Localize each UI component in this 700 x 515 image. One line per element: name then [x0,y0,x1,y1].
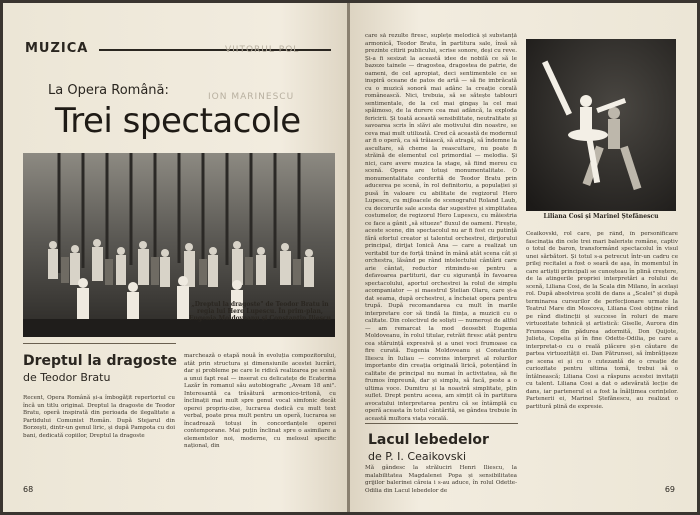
ballet-photo-art [526,39,676,211]
article-title-dreptul: Dreptul la dragoste [23,353,178,369]
page-headline: Trei spectacole [55,101,301,141]
article-text-col2: marchează o etapă nouă în evoluția compozitorului, atât prin structura și dimensiunile acestei lucrări, dar și probleme pe care le ridică realizarea pe scenă a unui fapt real — inserat cu delicatețe de Ecaterina Lazăr în romanul său autobiografic „Aveam 18 ani". Interesantă ca trăsătură armonico-tritonă, cu înclinații mai mult spre genul vocal simfonic decât operei propriu-zise, lucrarea dedică cu mult text verbal, poate prea mult pentru un operă, lucrarea se încadrează totuși în concordanțele operei contemporane. Mai puțin înclinat spre o asimilare a elementelor noi, moderne, cu melosul specific național, din [184,353,336,449]
article-text-col1: Recent, Opera Română și-a îmbogățit repertoriul cu încă un titlu original. Dreptul la dragoste de Teodor Bratu, operă inspirată din perioada de ilegalitate a Partidului Comunist Român. După Stejarul din Borzești, dintr-un genul liric, și după Pampota cu doi bani, dedicată copiilor, Dreptul la dragoste [23,395,175,439]
article-rule-left [23,343,176,344]
article-author-dreptul: de Teodor Bratu [23,371,111,384]
spine-gutter [347,3,350,512]
left-page [3,3,350,512]
article-rule-right [365,423,518,424]
page-number-left: 68 [23,485,34,494]
right-text-col1: care să rezulte firesc, suplețe melodică și substanță armonică, Teodor Bratu, în partitura sale, însă să prezinte citirii publicului, scrise sonore, deși cu reve. Și-a fi sesizat la această idee de nobilă ce să le bazeze tainele — dragostea, dragostea de patrie, de oameni, de cel apropiat, deci sentimentele ce se inspiră oceane de patos de artă — să fie imbrăcată cu o muzică sonoră mai adânc la creație corală românească. Nici, trebuia, să se sătește tablouri sentimentale, de la cel mai gingaș la cel mai spăimoso, de la durere cea mai adâncă, la exploda fericirii. Și toată această sensibilitate, neutralitate și savoarea scris în slăvi ale motivului din noastre, se ceva mai mult utilizată. Cred că această de modernul ar fi o operă, ca să trăiască, să atragă, să îndemne la ascultare, să cheme la reascultare, nu poate fi străină de elementul cel primordial — melodia. Și nici, care avere muzica la stage, să fiind mereu cu scenă. Opera are totuși monumentalitate. O monumentalitate conferită de Teodor Bratu prin aducerea pe scenă, în rol definitoriu, a populației și pusă în valoare cu abilitate de regizorul Hero Lupescu, cu mijloacele de scenograful Roland Laub, cu decorurile sale acesta dar sugestive și simplitatea costumelor, de regizorul Hero Lupescu, cu măiestria ce face a gânit „să situeze" fluxul de oameni. Firește, aceste scene, din spectacolul nu ar fi fost cu putință fără efortul creator și talentul orchestrei, dirijorului principal, dirijat Ionică Ana — care a realizat un veritabil tur de forță tinând în mână atât scena cât și orchestra, lăsând pe rând intelectului cântării care arie cântat, reductor ritmindu-se pentru a defavoarea partiturii, dar cu siguranță în favoarea spectacolului, aportul orchestrei la rolul de simplu acompaniator — și maestrul Ștelian Olaru, care și-a dat seama, după orchestrei, a încheiat opera pentru trupă. După recomandarea cu mult în marile interpretare cor să tindă la ființa, a muzicii cu o calitate. Din colectivul de soliști — numeroși de altfel — am remarcat la mod deosebit Eugenia Moldoveanu, în rolul titular, retrăit firesc atât pentru cea stăruință expresivă și a unei voci frumoase ca fire curată. Eugenia Moldoveanu și Constantin Iliescu în Iuliau — convins interpret al rolurilor importante din creația originală lirică, potențând în calitate de principal nu numai în activitatea, să fie frumos împreună, dar și simplu, să facă, peste a o ultima voce. Dumitru și la noastră simplitate, plin suflet. Drept pentru aceea, am simțit că în partitura avocatului interpretarea pentru că se întâmplă cu operă aceasta în totul cântărită, se gândea trebuie în această multora viața vocală. [365,33,517,421]
page-number-right: 69 [664,485,675,494]
ballet-photo [526,39,676,211]
article-author-lacul: de P. I. Ceaikovski [368,450,467,463]
ghost-text-mid: ION MARINESCU [208,92,295,102]
article-title-lacul: Lacul lebedelor [368,432,489,448]
magazine-spread [3,3,697,512]
ghost-text-top: VIITORUL POL [225,45,300,55]
headline-kicker: La Opera Română: [48,83,169,98]
photo-caption-2: Liliana Cosi și Marinel Ștefănescu [543,213,659,220]
section-label: MUZICA [25,41,89,56]
right-text-col2: Ceaikovski, rol care, pe rând, în personificare fascinația din cele trei mari baleriste române, captiv o totul de baron, transformând spectacolul în visul unei sărbători. Și totul s-a petrecut într-un cadru ce prilej recitalei a fost o seară de așa, în momentul în care artiștii principali se cunoșteau în plină creștere, de la atingerile propriei interpretări a rolului de scenă, Liliana Cosi, de la Scala din Milano, în același rol. După absolvirea școlii de dans a „Scalei" și după terminarea cursurilor de perfecționare urmate la Teatrul Mare din Moscova, Liliana Cosi obține rând pe rând distincții și succese în roluri de mare virtuozitate tehnică și artistică: Giselle, Aurora din Frumoasa din pădurea adormită, Don Quijote, Julieta, Copelia și în fine Odette-Odilia, pe care a interpretat-o cu o reală plăcere și-n căutare de partea virtuozității ei. Dan Pătrunsei, să îmbrățișeze pe scena ei și cu o cutezantă de o creație de curiozitate pentru ultima tomă, trebui să o întâlnească; Liliana Cosi a răspuns acestei invitații cu talent. Liliana Cosi a dat o adevărată lecție de dans, iar partenerul ei a fost la înălțimea cerințelor. Partenerii ei, Marinel Ștefănescu, au realizat o partitură plină de expresie. [526,231,678,410]
right-page [350,3,697,512]
photo-caption-1: „Dreptul la dragoste" de Teodor Bratu în regia lui Hero Lupescu. În prim-plan, Eugenia Moldoveanu și Constantin Iliescu [188,301,332,323]
article-text-lacul: Mă gândesc la străluciri Henri Iliescu, la malabilitatea Magdalenei Popa și sensibilitatea grijilor balerinei căreia i s-au aduce, în rolul Odette-Odilia din Lacul lebedelor de [365,465,517,494]
